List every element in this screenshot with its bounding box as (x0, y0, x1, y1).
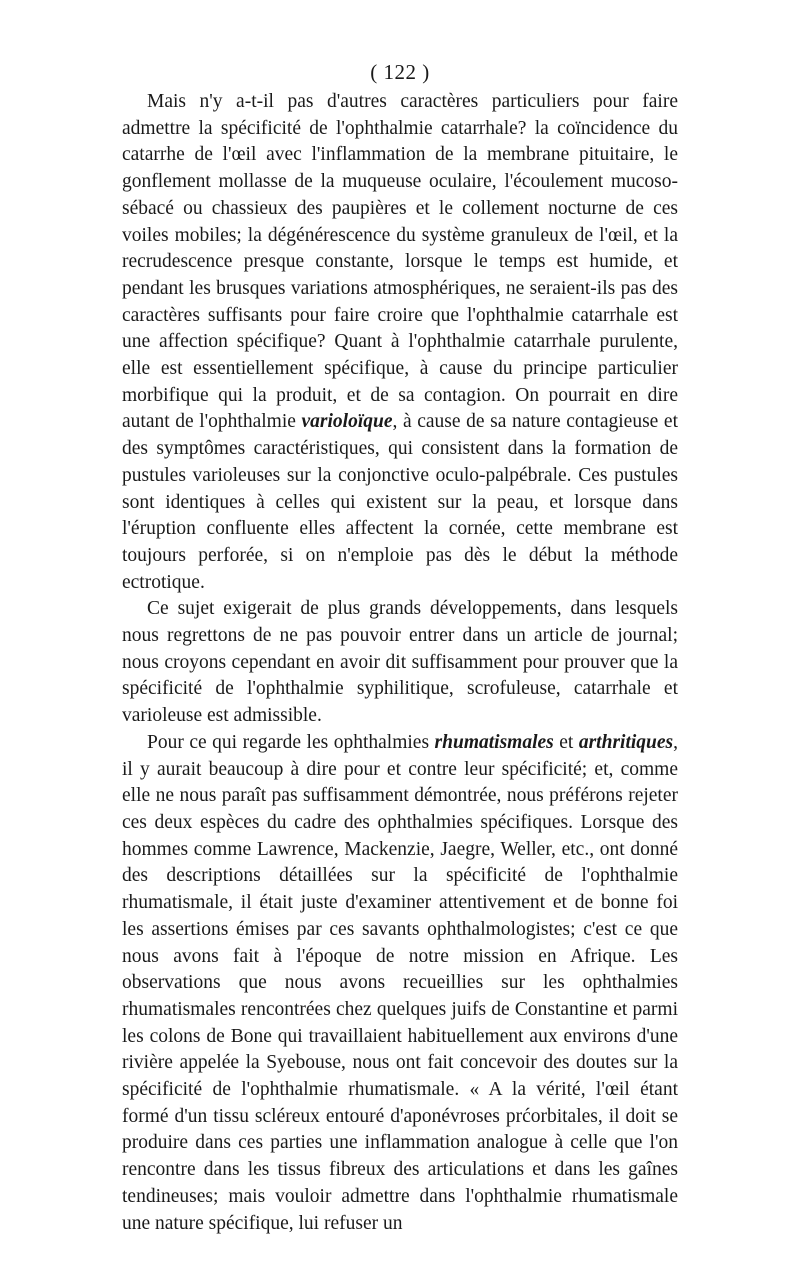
paragraph-2 (122, 596, 678, 730)
paragraph-text: , à cause de sa nature contagieuse et des symptômes caractéristiques, qui consistent dans la formation de pustules varioleuses sur la conjonctive oculo-palpébrale. Ces pustules sont identiques à celles qui existent sur la peau, et lorsque dans l'éruption confluente elles affectent la cornée, cette membrane est toujours perforée, si on n'emploie pas dès le début la méthode ectrotique. (122, 411, 678, 593)
page-number: ( 122 ) (370, 60, 430, 84)
book-page (122, 58, 678, 1237)
paragraph-text: Mais n'y a-t-il pas d'autres caractères particuliers pour faire admettre la spécificité de l'ophthalmie catarrhale? la coïncidence du catarrhe de l'œil avec l'inflammation de la membrane pituitaire, le gonflement mollasse de la muqueuse oculaire, l'écoulement mucoso-sébacé ou chassieux des paupières et le collement nocturne de ces voiles mobiles; la dégénérescence du système granuleux de l'œil, et la recrudescence presque constante, lorsque le temps est humide, et pendant les brusques variations atmosphériques, ne seraient-ils pas des caractères suffisants pour faire croire que l'ophthalmie catarrhale est une affection spécifique? Quant à l'ophthalmie catarrhale purulente, elle est essentiellement spécifique, à cause du principe particulier morbifique qui la produit, et de sa contagion. On pourrait en dire autant de l'ophthalmie (122, 91, 678, 433)
paragraph-text: Ce sujet exigerait de plus grands développements, dans lesquels nous regrettons de ne pas pouvoir entrer dans un article de journal; nous croyons cependant en avoir dit suffisamment pour prouver que la spécificité de l'ophthalmie syphilitique, scrofuleuse, catarrhale et varioleuse est admissible. (122, 598, 678, 727)
text-body (122, 89, 678, 1237)
italic-term: rhumatismales (434, 731, 554, 753)
italic-term: arthritiques (578, 731, 674, 753)
paragraph-text: Pour ce qui regarde les ophthalmies (147, 731, 435, 753)
italic-term: varioloïque (301, 411, 393, 433)
paragraph-text: et (553, 731, 579, 753)
paragraph-1 (122, 89, 678, 596)
paragraph-text: , il y aurait beaucoup à dire pour et contre leur spécificité; et, comme elle ne nous paraît pas suffisamment démontrée, nous préférons rejeter ces deux espèces du cadre des ophthalmies spécifiques. Lorsque des hommes comme Lawrence, Mackenzie, Jaegre, Weller, etc., ont donné des descriptions détaillées sur la spécificité de l'ophthalmie rhumatismale, il était juste d'examiner attentivement et de bonne foi les assertions émises par ces savants ophthalmologistes; c'est ce que nous avons fait à l'époque de notre mission en Afrique. Les observations que nous avons recueillies sur les ophthalmies rhumatismales rencontrées chez quelques juifs de Constantine et parmi les colons de Bone qui travaillaient habituellement aux environs d'une rivière appelée la Syebouse, nous ont fait concevoir des doutes sur la spécificité de l'ophthalmie rhumatismale. « A la vérité, l'œil étant formé d'un tissu scléreux entouré d'aponévroses prćorbitales, il doit se produire dans ces parties une inflammation analogue à celle que l'on rencontre dans les tissus fibreux des articulations et dans les gaînes tendineuses; mais vouloir admettre dans l'ophthalmie rhumatismale une nature spécifique, lui refuser un (122, 731, 679, 1234)
paragraph-3 (122, 730, 678, 1237)
